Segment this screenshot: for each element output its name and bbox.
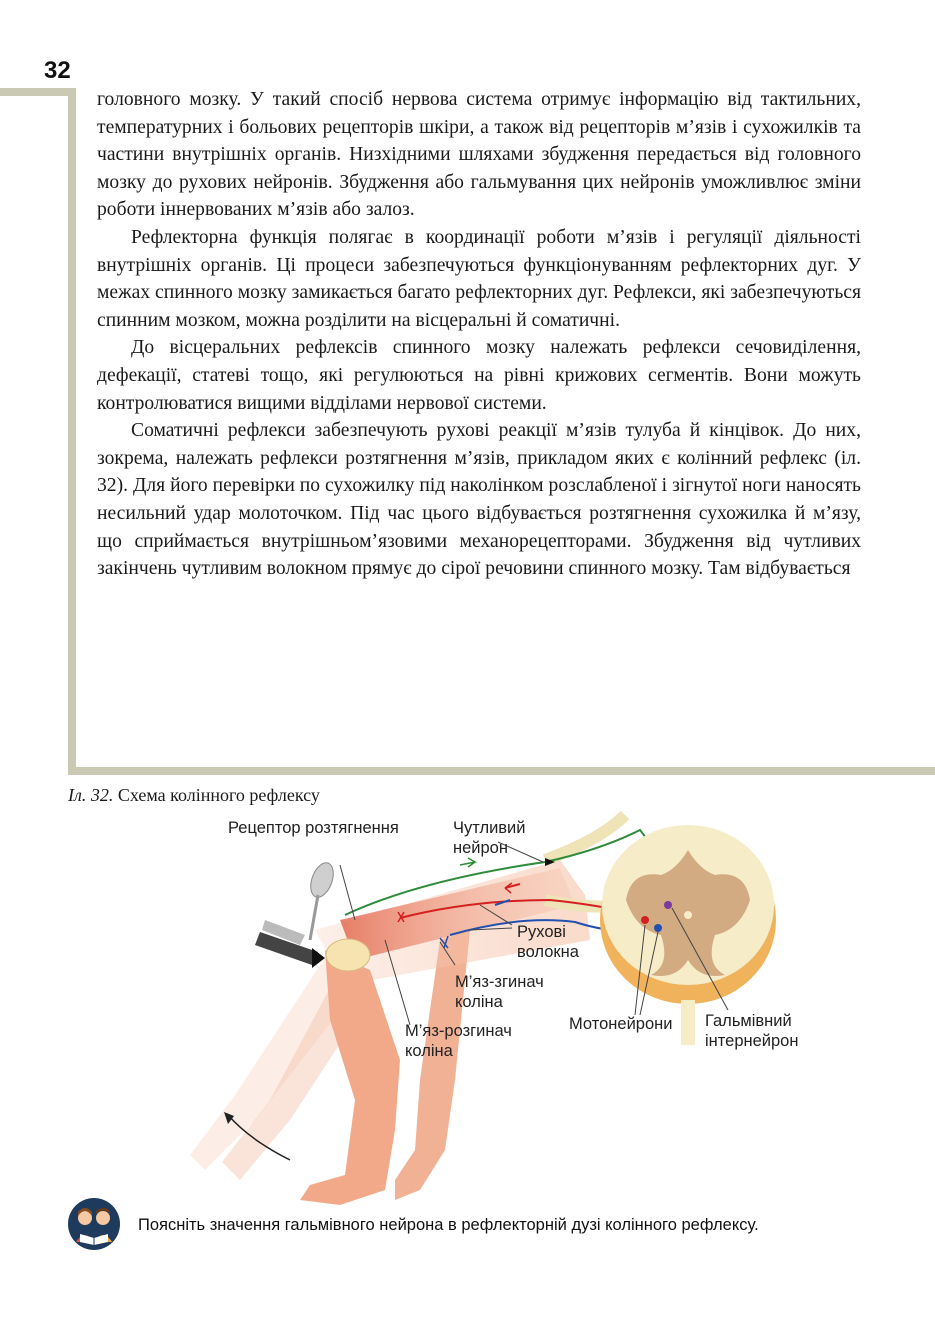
label-flexor-2: коліна xyxy=(455,993,503,1011)
figure-number: Іл. 32. xyxy=(68,785,114,805)
knee-joint xyxy=(326,939,370,971)
label-motor-fibers-1: Рухові xyxy=(517,923,566,941)
label-interneuron-2: інтернейрон xyxy=(705,1032,799,1050)
label-extensor-2: коліна xyxy=(405,1042,453,1060)
label-sensory-neuron-2: нейрон xyxy=(453,839,508,857)
label-extensor-1: М’яз-розгинач xyxy=(405,1022,512,1040)
label-motor-fibers-2: волокна xyxy=(517,943,579,961)
question-text: Поясніть значення гальмівного нейрона в рефлекторній дузі колінного рефлексу. xyxy=(138,1216,759,1234)
paragraph: До вісцеральних рефлексів спинного мозку належать рефлекси сечовиділення, дефекації, статеві тощо, які регулюються на рівні крижових сегментів. Вони можуть контролюватися вищими відділами нервової системи. xyxy=(97,337,861,414)
paragraph: головного мозку. У такий спосіб нервова система отримує інформацію від тактильних, температурних і больових рецепторів шкіри, а також від рецепторів м’язів і сухожилків та частини внутрішніх органів. Низхідними шляхами збудження передається від головного мозку до рухових нейронів. Збудження або гальмування цих нейронів уможливлює зміни роботи іннервованих м’язів або залоз. xyxy=(97,89,861,221)
label-interneuron-1: Гальмівний xyxy=(705,1012,792,1030)
label-flexor-1: М’яз-згинач xyxy=(455,973,544,991)
label-motoneurons: Мотонейрони xyxy=(569,1015,673,1033)
paragraph: Соматичні рефлекси забезпечують рухові реакції м’язів тулуба й кінцівок. До них, зокрема, належать рефлекси розтягнення м’язів, прикладом яких є колінний рефлекс (іл. 32). Для його перевірки по сухожилку під наколінком розслабленої і зігнутої ноги наносять несильний удар молоточком. Під час цього відбувається розтягнення сухожилка й м’язу, що сприймається внутрішньом’язовими механорецепторами. Збудження від чутливих закінчень чутливим волокном прямує до сірої речовини спинного мозку. Там відбувається xyxy=(97,420,861,580)
students-reading-icon xyxy=(68,1198,120,1250)
figure-title: Схема колінного рефлексу xyxy=(117,785,320,805)
question-block xyxy=(68,1198,928,1254)
label-sensory-neuron-1: Чутливий xyxy=(453,819,526,837)
label-stretch-receptor: Рецептор розтягнення xyxy=(228,819,399,837)
page-number: 32 xyxy=(44,57,71,84)
paragraph: Рефлекторна функція полягає в координації роботи м’язів і регуляції діяльності внутрішніх органів. Ці процеси забезпечуються функціонуванням рефлекторних дуг. У межах спинного мозку замикається багато рефлекторних дуг. Рефлекси, які забезпечуються спинним мозком, можна розділити на вісцеральні й соматичні. xyxy=(97,226,861,331)
